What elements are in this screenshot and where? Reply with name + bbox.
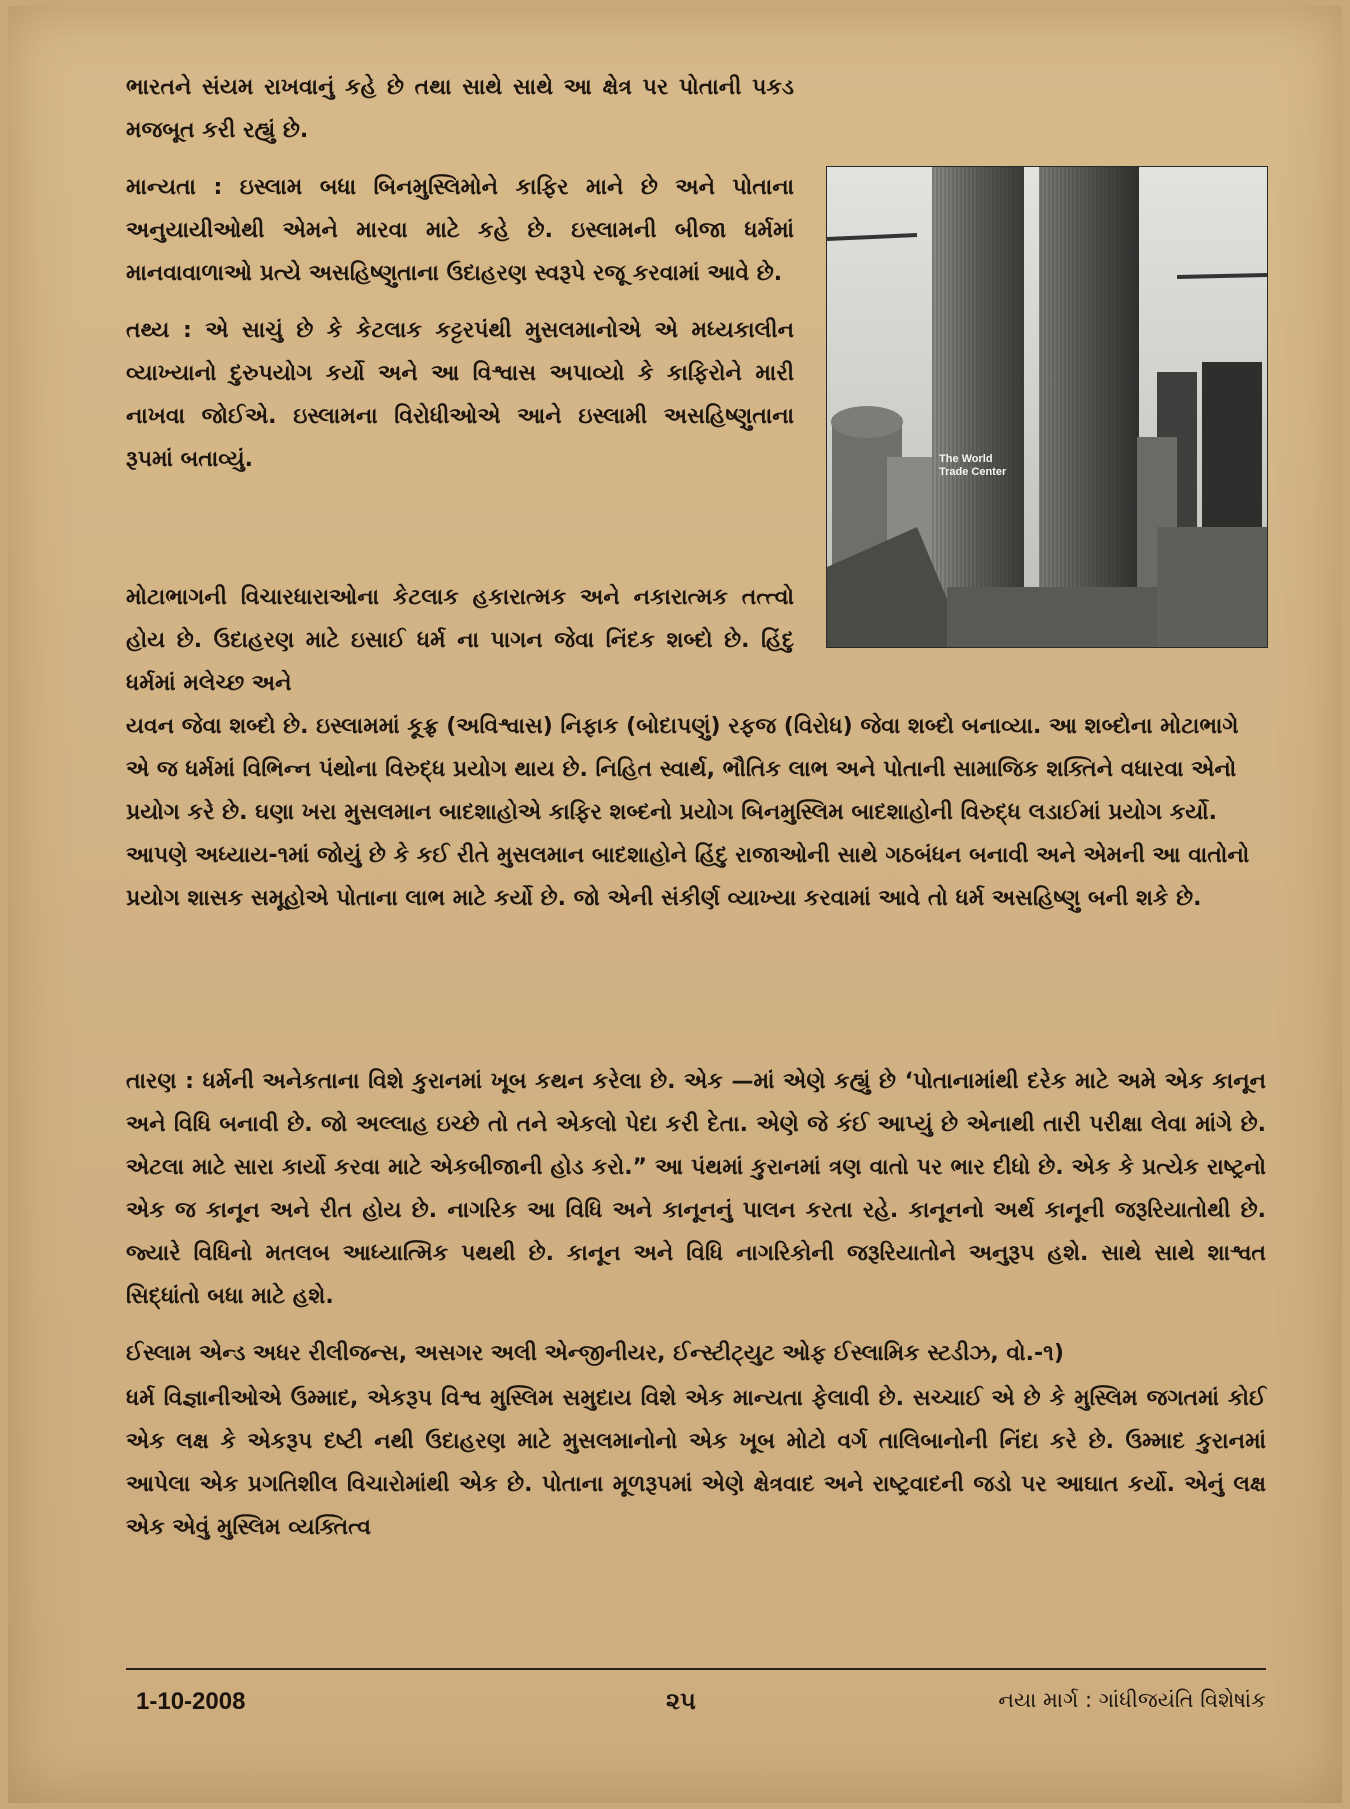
ideology-section — [126, 576, 1266, 942]
ideology-paragraph: યવન જેવા શબ્દો છે. ઇસ્લામમાં કૂફ્ર (અવિશ્વાસ) નિફાક (બોદાપણું) રફજ (વિરોધ) જેવા શબ્દો બનાવ્યા. આ શબ્દોના મોટાભાગે એ જ ધર્મમાં વિભિન્ન પંથોના વિરુદ્ધ પ્રયોગ થાય છે. નિહિત સ્વાર્થ, ભૌતિક લાભ અને પોતાની સામાજિક શક્તિને વધારવા એનો પ્રયોગ કરે છે. ઘણા ખરા મુસલમાન બાદશાહોએ કાફિર શબ્દનો પ્રયોગ બિનમુસ્લિમ બાદશાહોની વિરુદ્ધ લડાઈમાં પ્રયોગ કર્યો. આપણે અધ્યાય-૧માં જોયું છે કે કઈ રીતે મુસલમાન બાદશાહોને હિંદુ રાજાઓની સાથે ગઠબંધન બનાવી અને એમની આ વાતોનો પ્રયોગ શાસક સમૂહોએ પોતાના લાભ માટે કર્યો છે. જો એની સંકીર્ણ વ્યાખ્યા કરવામાં આવે તો ધર્મ અસહિષ્ણુ બની શકે છે. — [126, 714, 1250, 911]
closing-paragraph: ધર્મ વિજ્ઞાનીઓએ ઉમ્માદ, એકરૂપ વિશ્વ મુસ્લિમ સમુદાય વિશે એક માન્યતા ફેલાવી છે. સચ્ચાઈ એ છે કે મુસ્લિમ જગતમાં કોઈ એક લક્ષ કે એકરૂપ દષ્ટી નથી ઉદાહરણ માટે મુસલમાનોનો એક ખૂબ મોટો વર્ગ તાલિબાનોની નિંદા કરે છે. ઉમ્માદ કુરાનમાં આપેલા એક પ્રગતિશીલ વિચારોમાંથી એક છે. પોતાના મૂળરૂપમાં એણે ક્ષેત્રવાદ અને રાષ્ટ્રવાદની જડો પર આઘાત કર્યો. એનું લક્ષ એક એવું મુસ્લિમ વ્યક્તિત્વ — [126, 1386, 1266, 1540]
ideology-lead: મોટાભાગની વિચારધારાઓના કેટલાક હકારાત્મક અને નકારાત્મક તત્ત્વો હોય છે. ઉદાહરણ માટે ઇસાઈ ધર્મ ના પાગન જેવા નિંદક શબ્દો છે. હિંદુ ધર્મમાં મલેચ્છ અને — [126, 585, 794, 696]
footer-rule — [126, 1668, 1266, 1670]
fact-paragraph: તથ્ય : એ સાચું છે કે કેટલાક કટ્ટરપંથી મુસલમાનોએ એ મધ્યકાલીન વ્યાખ્યાનો દુરુપયોગ કર્યો અને આ વિશ્વાસ અપાવ્યો કે કાફિરોને મારી નાખવા જોઈએ. ઇસ્લામના વિરોધીઓએ આને ઇસ્લામી અસહિષ્ણુતાના રૂપમાં બતાવ્યું. — [126, 318, 794, 472]
issue-date: 1-10-2008 — [136, 1688, 246, 1715]
photo-caption: The World Trade Center — [939, 453, 1007, 478]
intro-paragraph: ભારતને સંયમ રાખવાનું કહે છે તથા સાથે સાથે આ ક્ષેત્ર પર પોતાની પકડ મજબૂત કરી રહ્યું છે. — [126, 75, 794, 143]
belief-paragraph: માન્યતા : ઇસ્લામ બધા બિનમુસ્લિમોને કાફિર માને છે અને પોતાના અનુયાયીઓથી એમને મારવા માટે કહે છે. ઇસ્લામની બીજા ધર્મમાં માનવાવાળાઓ પ્રત્યે અસહિષ્ણુતાના ઉદાહરણ સ્વરૂપે રજૂ કરવામાં આવે છે. — [126, 175, 794, 286]
lower-section — [126, 1060, 1266, 1563]
top-left-column — [126, 66, 794, 495]
page-footer — [126, 1678, 1266, 1718]
source-citation: ઈસ્લામ એન્ડ અધર રીલીજન્સ, અસગર અલી એન્જીનીયર, ઈન્સ્ટીટ્યુટ ઓફ ઈસ્લામિક સ્ટડીઝ, વો.-૧) — [126, 1341, 1064, 1366]
magazine-title: નયા માર્ગ : ગાંધીજયંતિ વિશેષાંક — [998, 1688, 1266, 1712]
magazine-page — [8, 6, 1342, 1803]
page-number: ૨૫ — [666, 1688, 696, 1715]
conclusion-paragraph: તારણ : ધર્મની અનેકતાના વિશે કુરાનમાં ખૂબ કથન કરેલા છે. એક —માં એણે કહ્યું છે ‘પોતાનામાંથી દરેક માટે અમે એક કાનૂન અને વિધિ બનાવી છે. જો અલ્લાહ ઇચ્છે તો તને એકલો પેદા કરી દેતા. એણે જે કંઈ આપ્યું છે એનાથી તારી પરીક્ષા લેવા માંગે છે. એટલા માટે સારા કાર્યો કરવા માટે એકબીજાની હોડ કરો.” આ પંથમાં કુરાનમાં ત્રણ વાતો પર ભાર દીધો છે. એક કે પ્રત્યેક રાષ્ટ્રનો એક જ કાનૂન અને રીત હોય છે. નાગરિક આ વિધિ અને કાનૂનનું પાલન કરતા રહે. કાનૂનનો અર્થ કાનૂની જરૂરિયાતોથી છે. જ્યારે વિધિનો મતલબ આધ્યાત્મિક પથથી છે. કાનૂન અને વિધિ નાગરિકોની જરૂરિયાતોને અનુરૂપ હશે. સાથે સાથે શાશ્વત સિદ્ધાંતો બધા માટે હશે. — [126, 1069, 1266, 1309]
